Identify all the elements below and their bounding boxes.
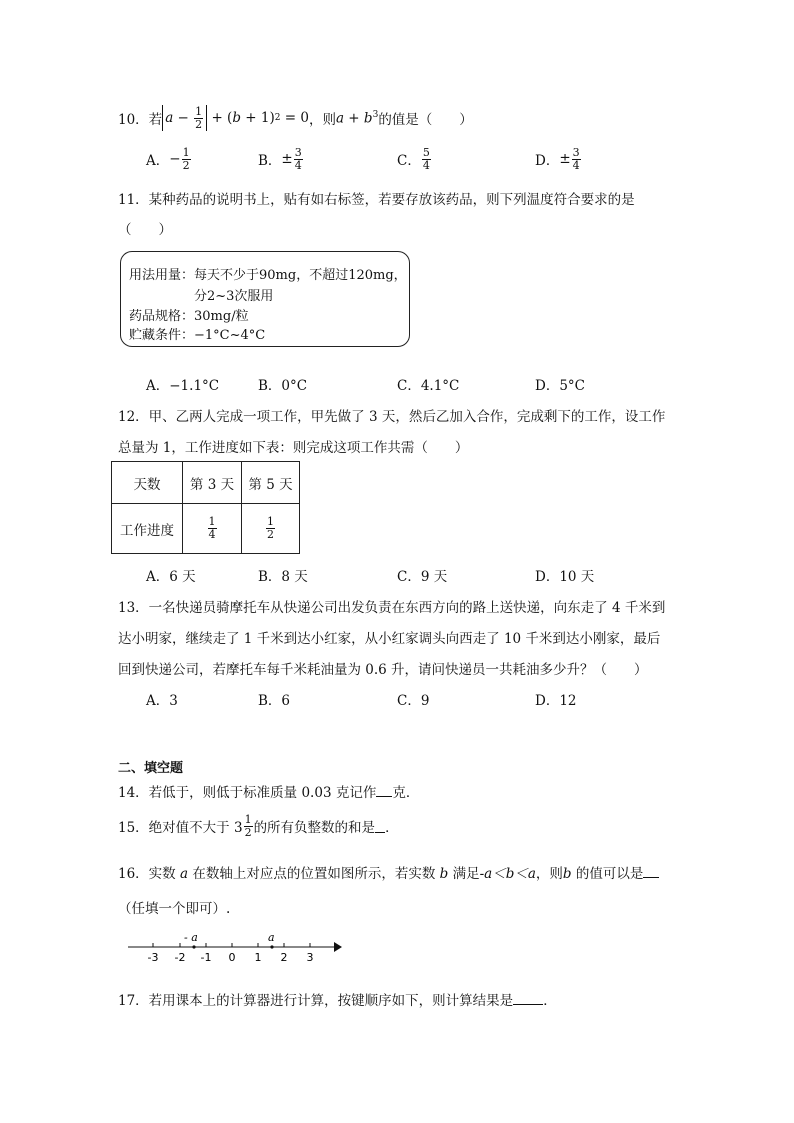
q12-option-c[interactable]: C．9 天: [397, 569, 448, 585]
q13-option-c[interactable]: C．9: [397, 693, 430, 709]
q15-answer-blank[interactable]: [375, 820, 385, 833]
table-header-day3: 第 3 天: [183, 462, 242, 504]
q10-stem: [118, 104, 473, 132]
q14-answer-blank[interactable]: [376, 784, 392, 797]
q11-line1: 11．某种药品的说明书上，贴有如右标签，若要存放该药品，则下列温度符合要求的是: [118, 192, 635, 208]
q16-line2: （任填一个即可）.: [118, 901, 231, 917]
q11-line2: （ ）: [118, 222, 172, 238]
q10-option-a[interactable]: A． − $\frac{1}{2}$: [146, 145, 190, 172]
tick-label-neg3: -3: [147, 951, 159, 964]
label-neg-a: - a: [184, 931, 198, 944]
table-cell-day3: $\frac{1}{4}$: [183, 504, 242, 554]
point-neg-a: [192, 945, 195, 948]
q13-line1: 13．一名快递员骑摩托车从快递公司出发负责在东西方向的路上送快递，向东走了 4 千米到: [118, 600, 666, 616]
label-row-frequency: 分2~3次服用: [194, 289, 274, 304]
q12-option-b[interactable]: B．8 天: [258, 569, 308, 585]
label-row-dosage: 用法用量：每天不少于90mg，不超过120mg，: [129, 268, 407, 283]
q16-answer-blank[interactable]: [643, 865, 659, 878]
q13-line2: 达小明家，继续走了 1 千米到达小红家，从小红家调头向西走了 10 千米到达小刚家，最后: [118, 631, 661, 647]
tick-label-0: 0: [228, 951, 236, 964]
q17-stem: 17．若用课本上的计算器进行计算，按键顺序如下，则计算结果是 ．: [118, 993, 557, 1009]
q10-number: 10．若: [118, 112, 163, 128]
tick-label-2: 2: [280, 951, 288, 964]
tick-label-1: 1: [254, 951, 262, 964]
q10-option-d[interactable]: D． ± $\frac{3}{4}$: [535, 145, 580, 172]
label-row-storage: 贮藏条件：−1°C~4°C: [129, 328, 266, 343]
q10-tail: 的值是（ ）: [378, 112, 473, 128]
section-heading-fill-in: 二、填空题: [118, 761, 184, 776]
q11-option-b[interactable]: B．0°C: [258, 378, 308, 394]
table-cell-day5: $\frac{1}{2}$: [242, 504, 300, 554]
label-a: a: [268, 931, 275, 944]
q12-line1: 12．甲、乙两人完成一项工作，甲先做了 3 天，然后乙加入合作，完成剩下的工作，设工作: [118, 409, 666, 425]
table-header-day5: 第 5 天: [242, 462, 300, 504]
table-header-days: 天数: [112, 462, 183, 504]
q14-stem: 14．若低于，则低于标准质量 0.03 克记作 克．: [118, 785, 420, 801]
q10-mid: ，则: [308, 112, 336, 128]
q15-fraction: $\frac{1}{2}$: [244, 812, 252, 839]
q16-condition: -a＜b＜a: [479, 866, 536, 882]
q11-option-c[interactable]: C．4.1°C: [397, 378, 460, 394]
q11-option-a[interactable]: A．−1.1°C: [146, 378, 220, 394]
table-row-progress-label: 工作进度: [112, 504, 183, 554]
medicine-label-box: [120, 251, 410, 347]
number-line-arrow: [334, 942, 342, 952]
number-line-ticks: [153, 943, 310, 947]
tick-label-3: 3: [306, 951, 314, 964]
point-a: [270, 945, 273, 948]
q12-option-d[interactable]: D．10 天: [535, 569, 595, 585]
q17-answer-blank[interactable]: [513, 992, 543, 1005]
q12-line2: 总量为 1，工作进度如下表：则完成这项工作共需（ ）: [118, 440, 469, 456]
q16-stem: 16．实数 a 在数轴上对应点的位置如图所示，若实数 b 满足-a＜b＜a，则b 的值可以是: [118, 862, 659, 882]
progress-table: [111, 461, 300, 554]
q12-option-a[interactable]: A．6 天: [146, 569, 196, 585]
q11-option-d[interactable]: D．5°C: [535, 378, 585, 394]
q13-line3: 回到快递公司，若摩托车每千米耗油量为 0.6 升，请问快递员一共耗油多少升？（ ）: [118, 662, 648, 678]
label-row-spec: 药品规格：30mg/粒: [129, 309, 249, 324]
q10-target: $a + b^3$: [335, 109, 379, 127]
q15-stem: 15．绝对值不大于 3 $\frac{1}{2}$ 的所有负整数的和是 ．: [118, 812, 399, 839]
q10-expression: a − $\frac{1}{2}$ + ( b + 1) 2 = 0: [162, 105, 309, 131]
number-line: [120, 928, 350, 968]
q13-option-d[interactable]: D．12: [535, 693, 577, 709]
q13-option-a[interactable]: A．3: [146, 693, 178, 709]
q10-option-c[interactable]: C． $\frac{5}{4}$: [397, 145, 430, 172]
tick-label-neg2: -2: [174, 951, 186, 964]
tick-label-neg1: -1: [200, 951, 212, 964]
q10-option-b[interactable]: B． ± $\frac{3}{4}$: [258, 145, 302, 172]
q13-option-b[interactable]: B．6: [258, 693, 291, 709]
